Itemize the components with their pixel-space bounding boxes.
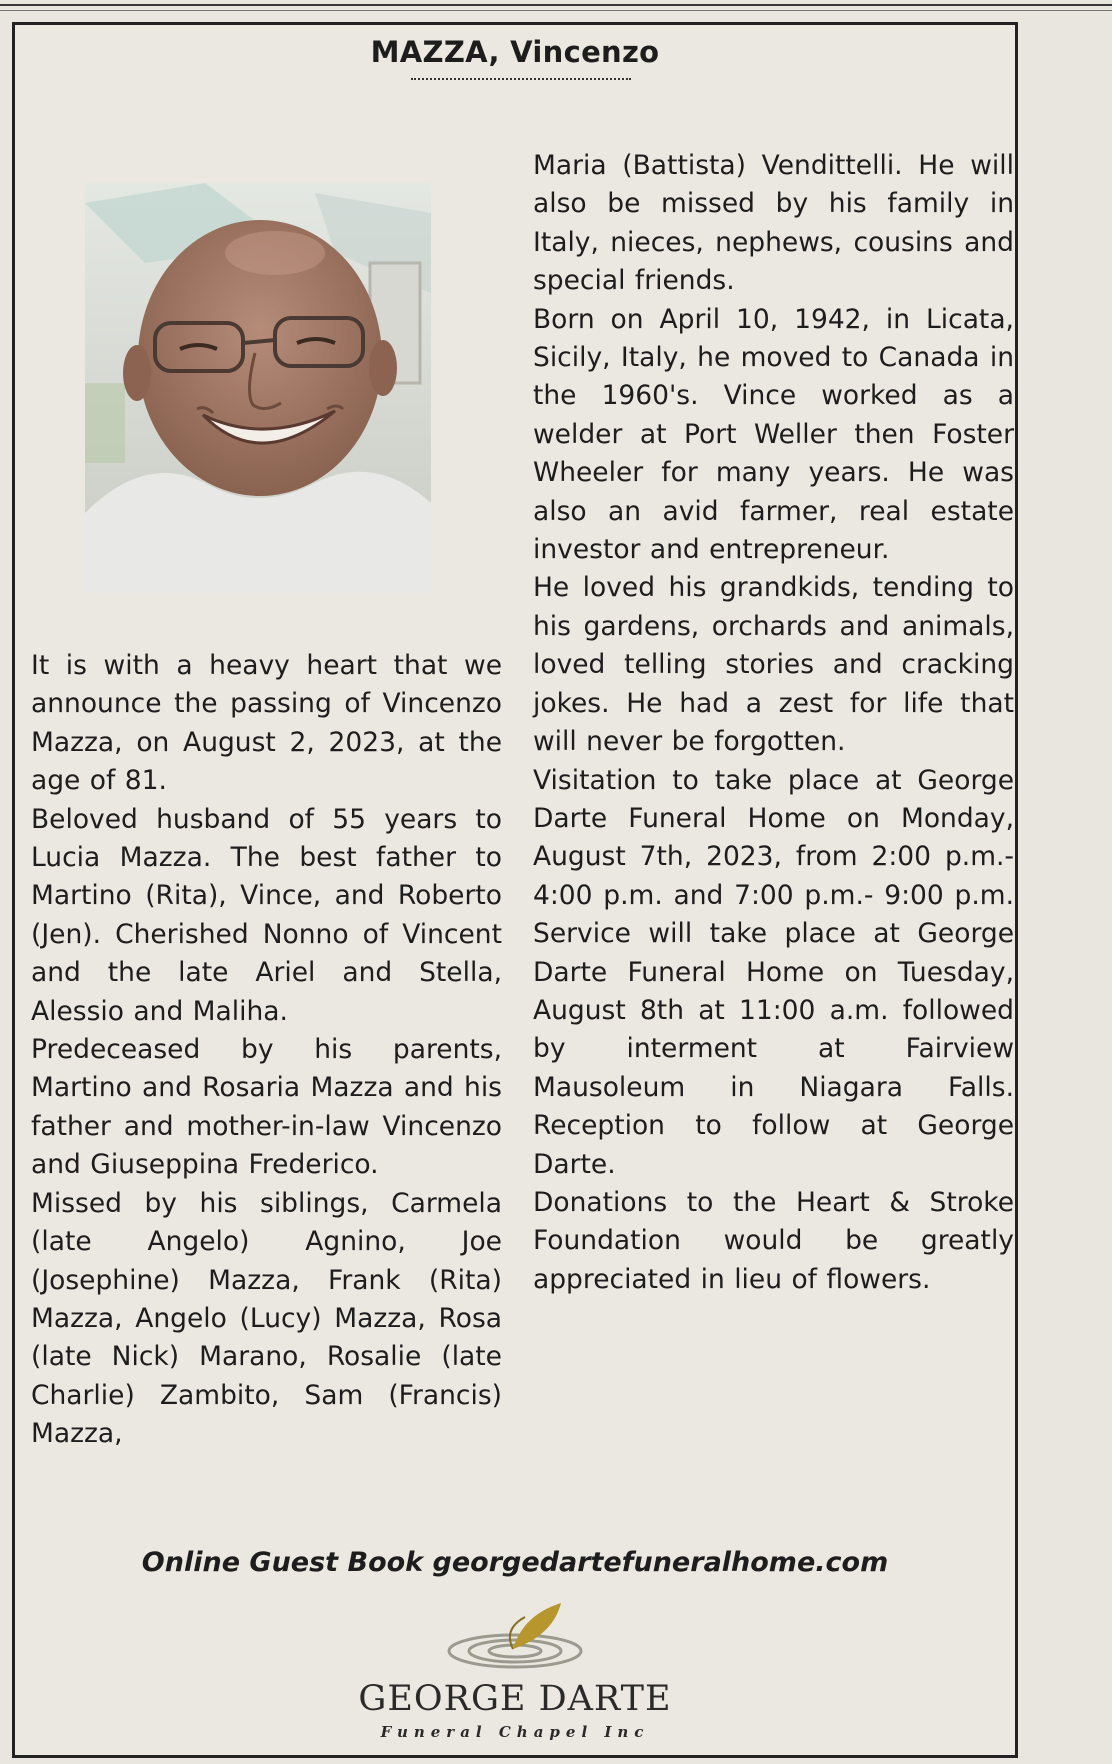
guest-book-link[interactable]: Online Guest Book georgedartefuneralhome.com bbox=[141, 1547, 889, 1578]
obituary-title: MAZZA, Vincenzo bbox=[370, 35, 660, 69]
logo-subtitle: Funeral Chapel Inc bbox=[380, 1723, 650, 1741]
paragraph-visitation: Visitation to take place at George Darte Funeral Home on Monday, August 7th, 2023, from 2:00 p.m.- 4:00 p.m. and 7:00 p.m.- 9:00 p.m. Service will take place at George Darte Funeral Home on Tuesday, August 8th at 11:00 a.m. followed by interment at Fairview Mausoleum in Niagara Falls. Reception to follow at George Darte. bbox=[533, 764, 1014, 1180]
top-rule-thin bbox=[0, 10, 1112, 11]
logo-name: GEORGE DARTE bbox=[358, 1679, 672, 1719]
paragraph-interests: He loved his grandkids, tending to his gardens, orchards and animals, loved telling stories and cracking jokes. He had a zest for life that will never be forgotten. bbox=[533, 572, 1014, 758]
paragraph-biography: Born on April 10, 1942, in Licata, Sicily, Italy, he moved to Canada in the 1960's. Vince worked as a welder at Port Weller then Foster Wheeler for many years. He was also an avid farmer, real estate investor and entrepreneur. bbox=[533, 303, 1014, 566]
portrait-illustration bbox=[85, 183, 431, 593]
title-divider bbox=[411, 78, 631, 80]
paragraph-siblings-continued: Maria (Battista) Vendittelli. He will also be missed by his family in Italy, nieces, nephews, cousins and special friends. bbox=[533, 150, 1014, 297]
funeral-home-logo bbox=[315, 1595, 715, 1755]
top-rule bbox=[0, 4, 1112, 6]
paragraph-family: Beloved husband of 55 years to Lucia Mazza. The best father to Martino (Rita), Vince, and Roberto (Jen). Cherished Nonno of Vincent and the late Ariel and Stella, Alessio and Maliha. bbox=[31, 803, 502, 1027]
paragraph-predeceased: Predeceased by his parents, Martino and Rosaria Mazza and his father and mother-in-law Vincenzo and Giuseppina Frederico. bbox=[31, 1034, 502, 1181]
paragraph-announcement: It is with a heavy heart that we announce the passing of Vincenzo Mazza, on August 2, 2023, at the age of 81. bbox=[31, 650, 502, 797]
leaf-ripple-icon bbox=[443, 1595, 587, 1679]
obituary-box bbox=[12, 22, 1018, 1758]
portrait-photo bbox=[85, 183, 431, 593]
paragraph-siblings: Missed by his siblings, Carmela (late Angelo) Agnino, Joe (Josephine) Mazza, Frank (Rita) Mazza, Angelo (Lucy) Mazza, Rosa (late Nick) Marano, Rosalie (late Charlie) Zambito, Sam (Francis) Mazza, bbox=[31, 1187, 502, 1450]
text-column-left bbox=[31, 647, 502, 1454]
paragraph-donations: Donations to the Heart & Stroke Foundation would be greatly appreciated in lieu of flowers. bbox=[533, 1186, 1014, 1295]
text-column-right bbox=[533, 147, 1014, 1299]
